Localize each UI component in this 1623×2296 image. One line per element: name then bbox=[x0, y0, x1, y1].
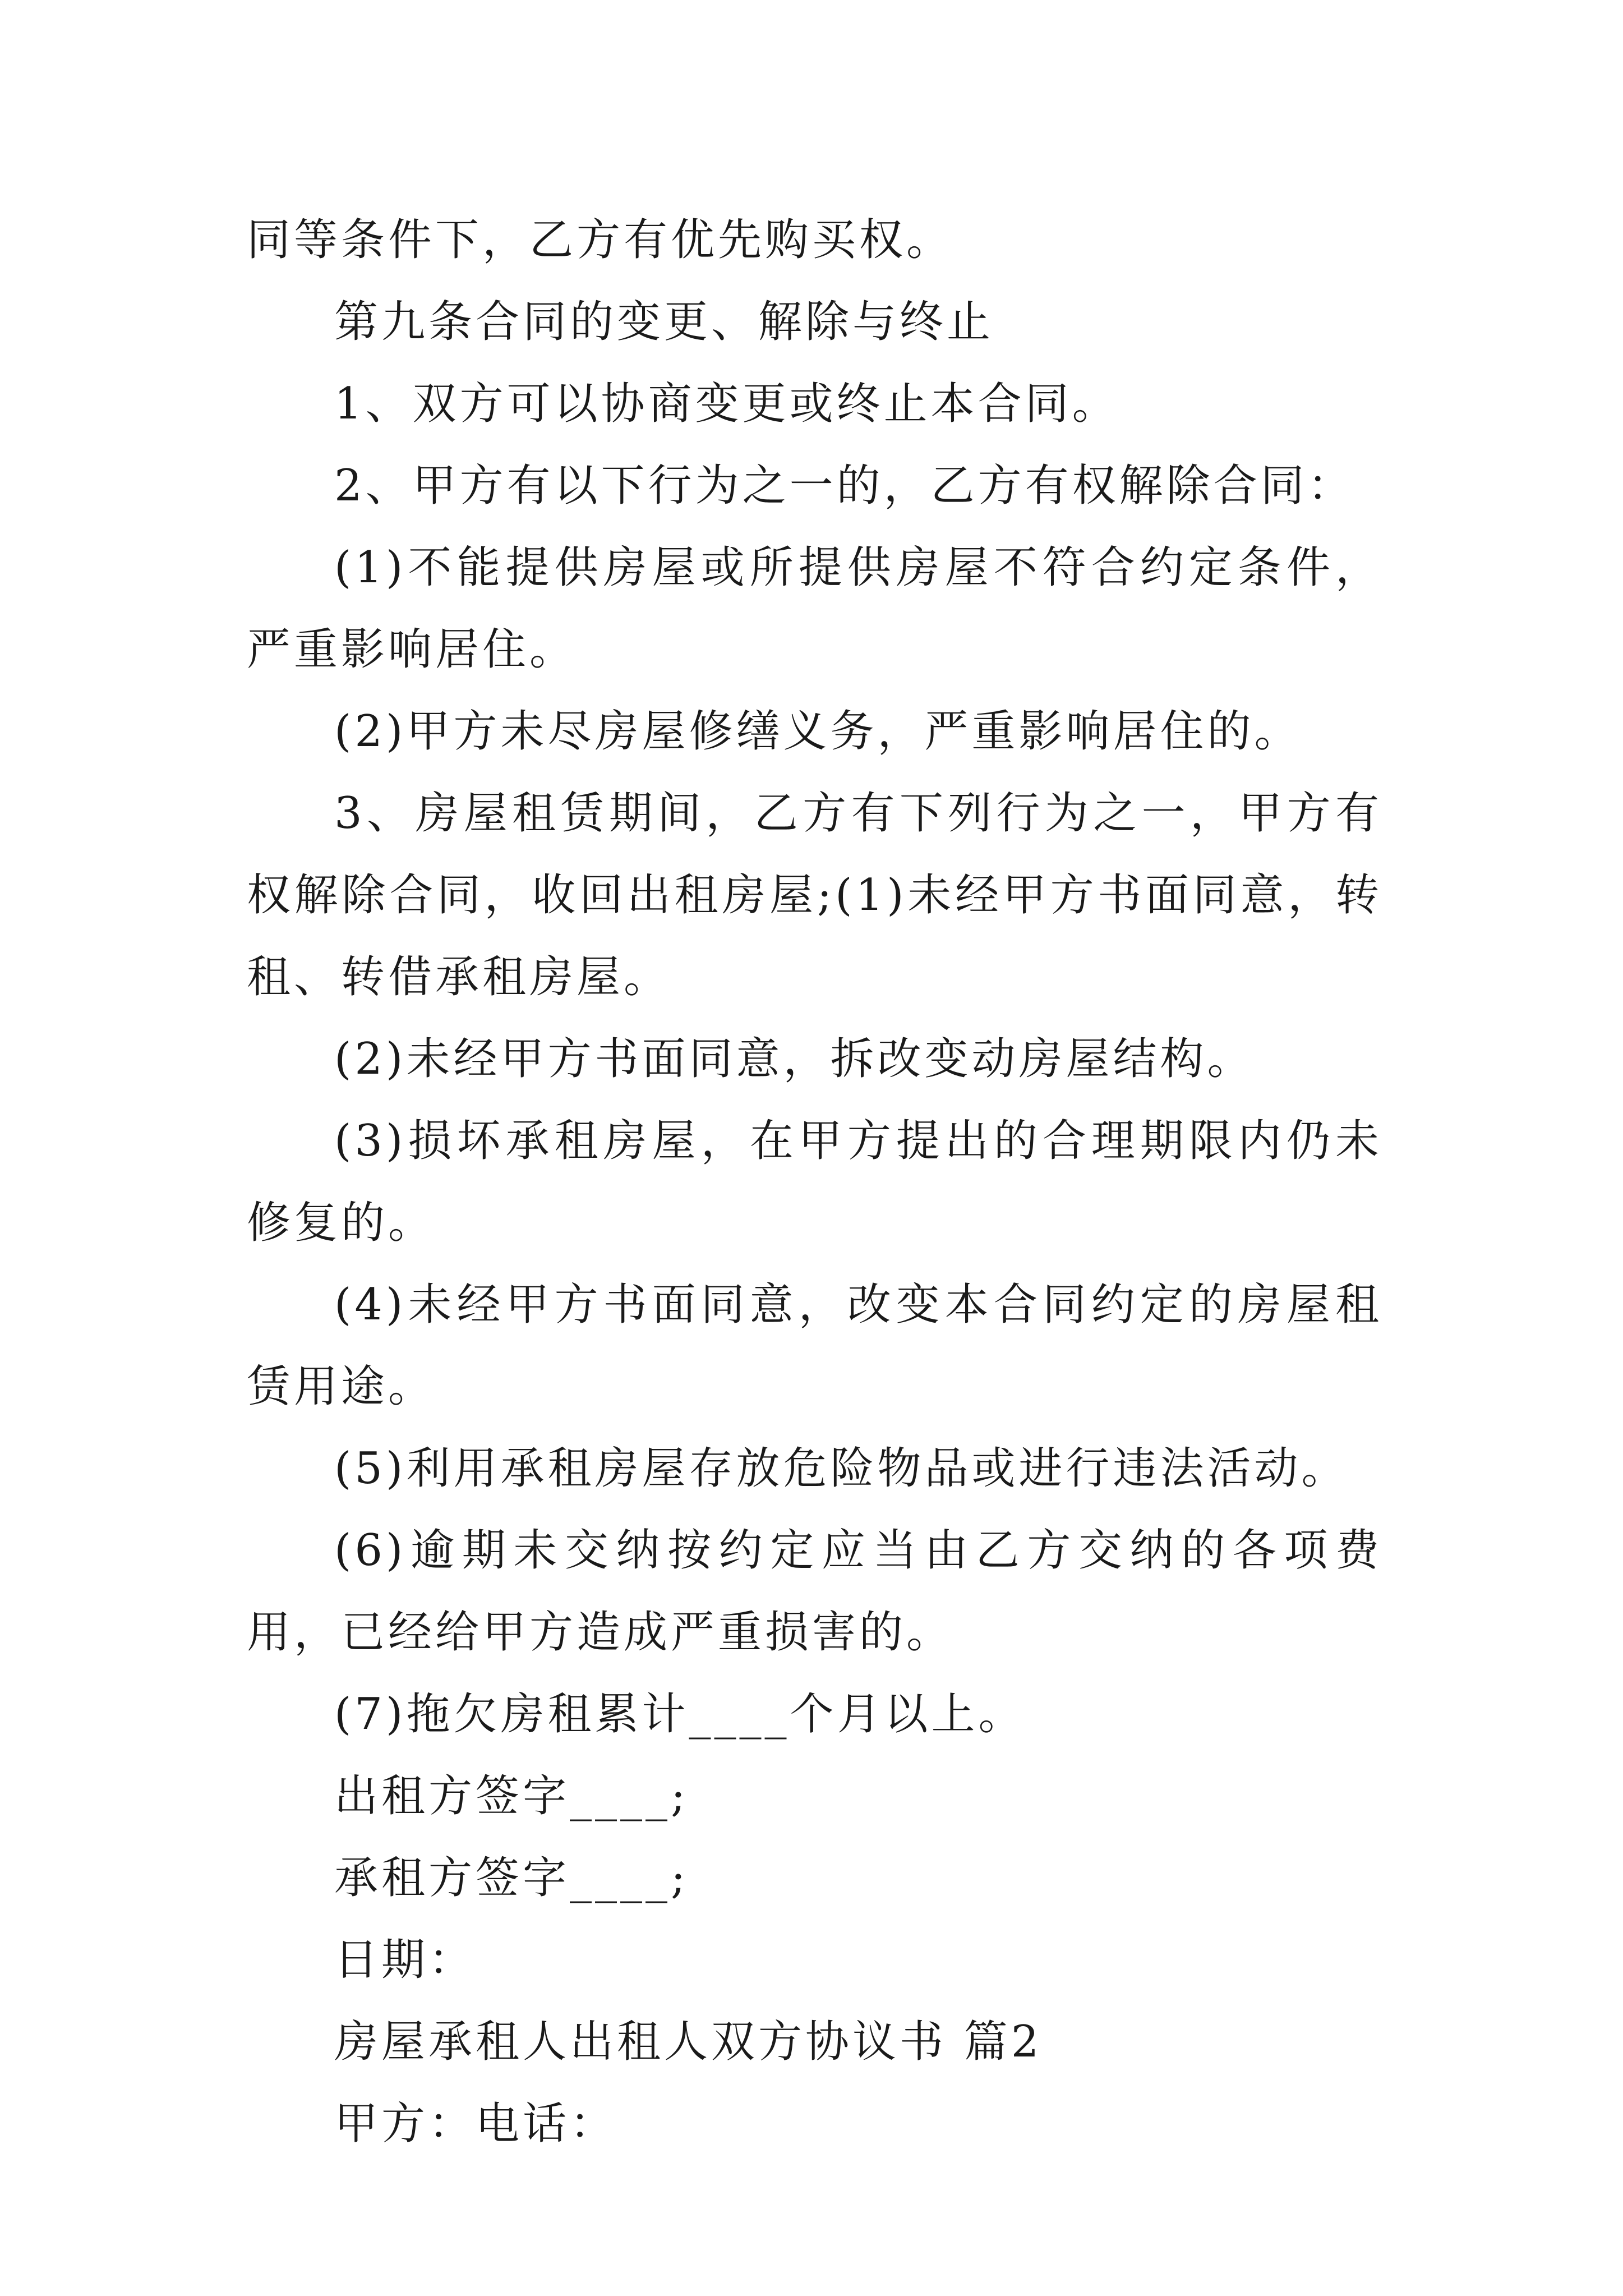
clause-3-item-4: (4)未经甲方书面同意，改变本合同约定的房屋租赁用途。 bbox=[247, 1280, 1382, 1412]
clause-2-item-1: (1)不能提供房屋或所提供房屋不符合约定条件，严重影响居住。 bbox=[247, 542, 1382, 675]
clause-2-item-2: (2)甲方未尽房屋修缮义务，严重影响居住的。 bbox=[334, 706, 1302, 757]
clause-3-item-3: (3)损坏承租房屋，在甲方提出的合理期限内仍未修复的。 bbox=[247, 1116, 1382, 1248]
clause-2: 2、甲方有以下行为之一的，乙方有权解除合同： bbox=[334, 461, 1355, 511]
clause-3: 3、房屋租赁期间，乙方有下列行为之一，甲方有权解除合同，收回出租房屋;(1)未经甲方书面同意，转租、转借承租房屋。 bbox=[247, 788, 1382, 1002]
clause-3-item-7: (7)拖欠房租累计____个月以上。 bbox=[334, 1689, 1026, 1740]
document-body bbox=[247, 199, 1382, 2165]
party-a-line: 甲方：电话： bbox=[334, 2099, 617, 2149]
clause-3-item-5: (5)利用承租房屋存放危险物品或进行违法活动。 bbox=[334, 1443, 1349, 1494]
lessor-signature-line: 出租方签字____; bbox=[334, 1771, 689, 1821]
clause-1: 1、双方可以协商变更或终止本合同。 bbox=[334, 379, 1119, 429]
clause-3-item-2: (2)未经甲方书面同意，拆改变动房屋结构。 bbox=[334, 1034, 1255, 1084]
paragraph-purchase-right: 同等条件下，乙方有优先购买权。 bbox=[247, 215, 954, 265]
lessee-signature-line: 承租方签字____; bbox=[334, 1853, 689, 1903]
date-line: 日期： bbox=[334, 1935, 476, 1985]
article-nine-heading: 第九条合同的变更、解除与终止 bbox=[334, 297, 994, 347]
section-title: 房屋承租人出租人双方协议书 篇2 bbox=[334, 2017, 1043, 2067]
clause-3-item-6: (6)逾期未交纳按约定应当由乙方交纳的各项费用，已经给甲方造成严重损害的。 bbox=[247, 1525, 1382, 1658]
